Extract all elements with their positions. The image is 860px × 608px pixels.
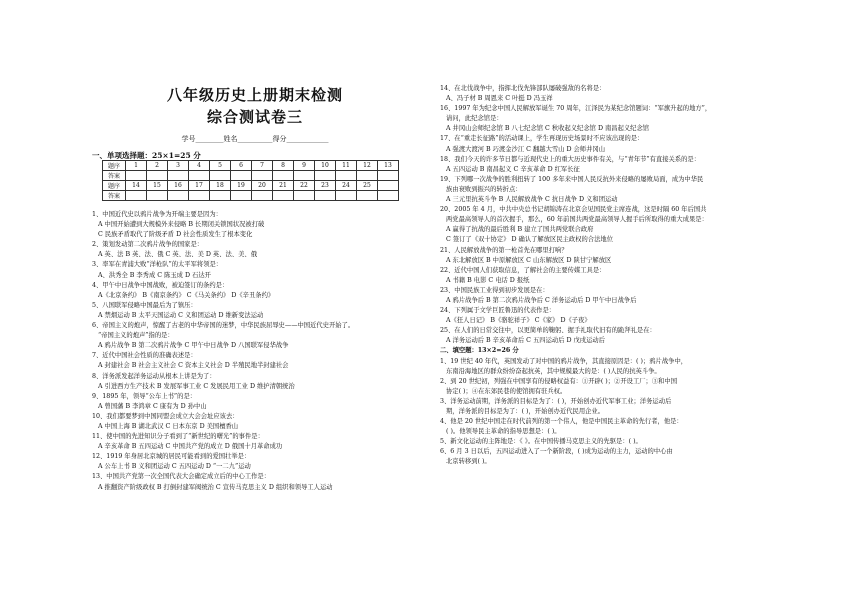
score-cell: 16	[168, 181, 189, 191]
question-line: 协定( )；④在东郊民巷的使馆拥有驻兵权。	[446, 387, 567, 395]
score-cell: 22	[294, 181, 315, 191]
answer-cell[interactable]	[126, 171, 147, 181]
left-question-list	[92, 210, 418, 493]
answer-cell[interactable]	[273, 191, 294, 201]
score-cell: 10	[315, 161, 336, 171]
question-line: 3、洋务运动前期，洋务派的目标是为了：( )，开始创办近代军事工业；洋务运动后	[440, 397, 672, 405]
answer-cell[interactable]	[252, 191, 273, 201]
question-line: 北京转移到( )。	[446, 458, 491, 466]
question-line: 20、2005 年 4 月，中共中央总书记胡锦涛在北京会见国民党主席连战，这是时隔 60 年后国共	[440, 206, 707, 214]
answer-cell[interactable]	[210, 191, 231, 201]
score-cell: 1	[126, 161, 147, 171]
section1-heading: 一、单项选择题：25×1=25 分	[92, 151, 201, 160]
question-line: 19、下列哪一次战争的胜利扭转了 100 多年来中国人民反抗外来侵略的屡败局面，成为中华民	[440, 175, 704, 183]
score-cell: 14	[126, 181, 147, 191]
question-line: 1、19 世纪 40 年代，英国发动了对中国的鸦片战争，其直接原因是：( )；鸦片战争中，	[440, 357, 688, 365]
score-cell: 15	[147, 181, 168, 191]
question-line: 东南沿海地区的群众纷纷奋起抗英，其中规模最大的是：( )人民的抗英斗争。	[446, 367, 661, 375]
question-line: 二、填空题：13×2=26 分	[440, 347, 519, 355]
page-subtitle: 综合测试卷三	[206, 108, 303, 126]
answer-cell[interactable]	[147, 191, 168, 201]
question-line: A 禁烟运动 B 太平天国运动 C 义和团运动 D 维新变法运动	[98, 311, 264, 319]
question-line: 6、帝国主义的炮声，惊醒了古老的中华帝国的迷梦，中华民族屈辱史——中国近代史开始了。	[92, 322, 355, 330]
answer-cell[interactable]	[168, 191, 189, 201]
question-line: 6、6 月 3 日以后，五四运动进入了一个新阶段，( )成为运动的主力，运动的中心由	[440, 448, 673, 456]
answer-cell[interactable]	[294, 191, 315, 201]
answer-cell[interactable]	[189, 191, 210, 201]
question-line: A 鸦片战争 B 第二次鸦片战争 C 甲午中日战争 D 八国联军侵华战争	[98, 342, 289, 350]
question-line: A、冯子材 B 周恩来 C 叶挺 D 冯玉祥	[446, 95, 553, 103]
question-line: “帝国主义的炮声”指的是：	[98, 332, 174, 340]
score-cell: 6	[231, 161, 252, 171]
question-line: 族由衰败到振兴的转折点：	[446, 185, 522, 193]
question-line: A 公车上书 B 义和团运动 C 五四运动 D “一二九”运动	[98, 463, 251, 471]
answer-cell[interactable]	[357, 171, 378, 181]
question-line: A 中国开始遭到大规模外来侵略 B 长期闭关锁国状况被打破	[98, 221, 265, 229]
question-line: 16、1997 年为纪念中国人民解放军诞生 70 周年，江泽民为某纪念馆题词：“军旗升起的地方”，	[440, 105, 712, 113]
question-line: 两党最高领导人的首次握手，那么，60 年前国共两党最高领导人握手后所取得的重大成果是：	[446, 216, 708, 224]
question-line: 请问，此纪念馆是：	[446, 115, 503, 123]
score-cell: 25	[357, 181, 378, 191]
score-cell: 2	[147, 161, 168, 171]
question-line: 13、中国共产党第一次全国代表大会确定成立后的中心工作是：	[92, 473, 271, 481]
score-cell: 7	[252, 161, 273, 171]
question-line: 4、他是 20 世纪中国走在时代前列的第一个伟人，他是中国民主革命的先行者，他是：	[440, 418, 683, 426]
score-cell: 答案	[103, 191, 126, 201]
left-column	[92, 0, 418, 608]
score-cell: 23	[315, 181, 336, 191]
page-title: 八年级历史上册期末检测	[166, 86, 343, 104]
question-line: A 洋务运动后 B 辛亥革命后 C 五四运动后 D 戊戌运动后	[446, 337, 605, 345]
score-cell	[378, 181, 399, 191]
question-line: A 英、法 B 英、法、俄 C 英、法、美 D 英、法、美、俄	[98, 251, 257, 259]
question-line: 5、八国联军侵略中国最后为了镇压：	[92, 301, 197, 309]
score-row-2	[103, 171, 399, 181]
question-line: 期，洋务派的目标是为了：( )，开始创办近代民用企业。	[446, 408, 605, 415]
question-line: 18、我们今天的许多节日都与近现代史上的重大历史事件有关，与“青年节”有直接关系的是：	[440, 155, 701, 163]
answer-cell[interactable]	[147, 171, 168, 181]
question-line: 22、近代中国人们获取信息，了解社会的主要传媒工具是：	[440, 266, 606, 274]
answer-cell[interactable]	[168, 171, 189, 181]
question-line: 9、1895 年，领导“公车上书”的是：	[92, 392, 197, 400]
score-cell: 20	[252, 181, 273, 191]
question-line: A《狂人日记》 B《骆驼祥子》 C《家》 D《子夜》	[446, 317, 591, 325]
question-line: A 东北解放区 B 中原解放区 C 山东解放区 D 陕甘宁解放区	[446, 256, 612, 264]
answer-cell[interactable]	[315, 191, 336, 201]
answer-cell[interactable]	[231, 171, 252, 181]
question-line: A 鸦片战争后 B 第二次鸦片战争后 C 洋务运动后 D 甲午中日战争后	[446, 296, 637, 304]
answer-cell[interactable]	[336, 171, 357, 181]
question-line: 5、新文化运动的主阵地是：《 》。在中国传播马克思主义的先驱是：( )。	[440, 438, 642, 446]
score-cell: 19	[231, 181, 252, 191]
question-line: A 五四运动 B 南昌起义 C 辛亥革命 D 红军长征	[446, 165, 580, 173]
question-line: 17、在“重走长征路”的活动课上，学生再现历史场景时不应该出现的是：	[440, 135, 644, 143]
question-line: 21、人民解放战争的第一枪首先在哪里打响？	[440, 246, 568, 254]
score-cell: 12	[357, 161, 378, 171]
student-info-line: 学号________姓名__________得分____________	[181, 135, 329, 143]
question-line: 4、甲午中日战争中国战败，被迫签订的条约是：	[92, 281, 229, 289]
question-line: 2、策划发动第二次鸦片战争的国家是：	[92, 241, 204, 249]
question-line: 25、在人们的日常交往中，以更简单的鞠躬、握手礼取代旧有的跪拜礼是在：	[440, 327, 656, 335]
question-line: C 签订了《双十协定》 D 确认了解放区民主政权的合法地位	[446, 236, 613, 244]
score-cell: 21	[273, 181, 294, 191]
answer-cell[interactable]	[252, 171, 273, 181]
score-cell: 题序	[103, 161, 126, 171]
score-cell: 24	[336, 181, 357, 191]
score-cell: 18	[210, 181, 231, 191]
question-line: 8、洋务派发起洋务运动从根本上讲是为了：	[92, 372, 216, 380]
answer-cell[interactable]	[357, 191, 378, 201]
right-column	[440, 0, 810, 608]
answer-cell[interactable]	[378, 171, 399, 181]
score-row-3	[103, 181, 399, 191]
question-line: A 书籍 B 电影 C 电话 D 报纸	[446, 276, 530, 284]
score-cell: 3	[168, 161, 189, 171]
answer-cell[interactable]	[315, 171, 336, 181]
score-cell: 4	[189, 161, 210, 171]
right-question-list	[440, 84, 810, 468]
question-line: C 民族矛盾取代了阶级矛盾 D 社会性质发生了根本变化	[98, 231, 253, 239]
question-line: A 封建社会 B 社会主义社会 C 资本主义社会 D 半殖民地半封建社会	[98, 362, 289, 370]
question-line: 24、下列属于文学巨匠鲁迅的代表作是：	[440, 307, 556, 315]
score-cell: 9	[294, 161, 315, 171]
score-cell: 13	[378, 161, 399, 171]
question-line: A 中国上海 B 湖北武汉 C 日本东京 D 美国檀香山	[98, 422, 239, 430]
answer-cell[interactable]	[294, 171, 315, 181]
answer-cell[interactable]	[231, 191, 252, 201]
score-cell: 11	[336, 161, 357, 171]
score-table	[102, 160, 399, 201]
score-cell: 5	[210, 161, 231, 171]
score-cell: 17	[189, 181, 210, 191]
score-cell: 8	[273, 161, 294, 171]
question-line: 11、使中国的先进知识分子看到了“新世纪的曙光”的事件是：	[92, 433, 264, 441]
question-line: 10、我们都要梦到中国同盟会成立大会会址应该去：	[92, 412, 239, 420]
question-line: A 赢得了抗战的最后胜利 B 建立了国共两党联合政府	[446, 226, 594, 234]
question-line: 3、率军在青浦大败“洋枪队”的太平军将领是：	[92, 261, 223, 269]
question-line: A、洪秀全 B 李秀成 C 陈玉成 D 石达开	[98, 271, 211, 279]
answer-cell[interactable]	[378, 191, 399, 201]
question-line: ( )。他领导民主革命的指导思想是：( )。	[446, 428, 561, 436]
question-line: A 推翻资产阶级政权 B 打倒封建军阀统治 C 宣传马克思主义 D 组织和领导工人运动	[98, 483, 333, 491]
score-row-4	[103, 191, 399, 201]
question-line: 23、中国民族工业得到初步发展是在：	[440, 286, 549, 294]
answer-cell[interactable]	[189, 171, 210, 181]
answer-cell[interactable]	[273, 171, 294, 181]
score-row-1	[103, 161, 399, 171]
answer-cell[interactable]	[126, 191, 147, 201]
question-line: A《北京条约》 B《南京条约》 C《马关条约》 D《辛丑条约》	[98, 291, 275, 299]
question-line: A 引进西方生产技术 B 发展军事工业 C 发展民用工业 D 维护清朝统治	[98, 382, 295, 390]
answer-cell[interactable]	[336, 191, 357, 201]
answer-cell[interactable]	[210, 171, 231, 181]
question-line: 1、中国近代史以鸦片战争为开端主要是因为：	[92, 211, 222, 218]
question-line: 7、近代中国社会性质的准确表述是：	[92, 352, 197, 360]
question-line: 2、到 20 世纪初，列强在中国享有的侵略权益有：①开辟( )；②开设工厂；③和中国	[440, 377, 678, 385]
score-cell: 题序	[103, 181, 126, 191]
score-cell: 答案	[103, 171, 126, 181]
question-line: A 强渡大渡河 B 巧渡金沙江 C 翻越大雪山 D 会师井冈山	[446, 145, 605, 153]
question-line: A 三元里抗英斗争 B 人民解放战争 C 抗日战争 D 义和团运动	[446, 196, 618, 204]
question-line: A 井冈山会师纪念馆 B 八七纪念馆 C 秋收起义纪念馆 D 南昌起义纪念馆	[446, 125, 650, 133]
question-line: 14、在北伐战争中，指挥北伐先锋部队屡破强敌的名将是：	[440, 85, 606, 92]
question-line: 12、1919 年身居北京城的居民可能看到的爱国壮举是：	[92, 453, 251, 461]
question-line: A 辛亥革命 B 五四运动 C 中国共产党的成立 D 俄国十月革命成功	[98, 443, 283, 451]
question-line: A 曾国藩 B 李鸿章 C 康有为 D 孙中山	[98, 402, 207, 410]
